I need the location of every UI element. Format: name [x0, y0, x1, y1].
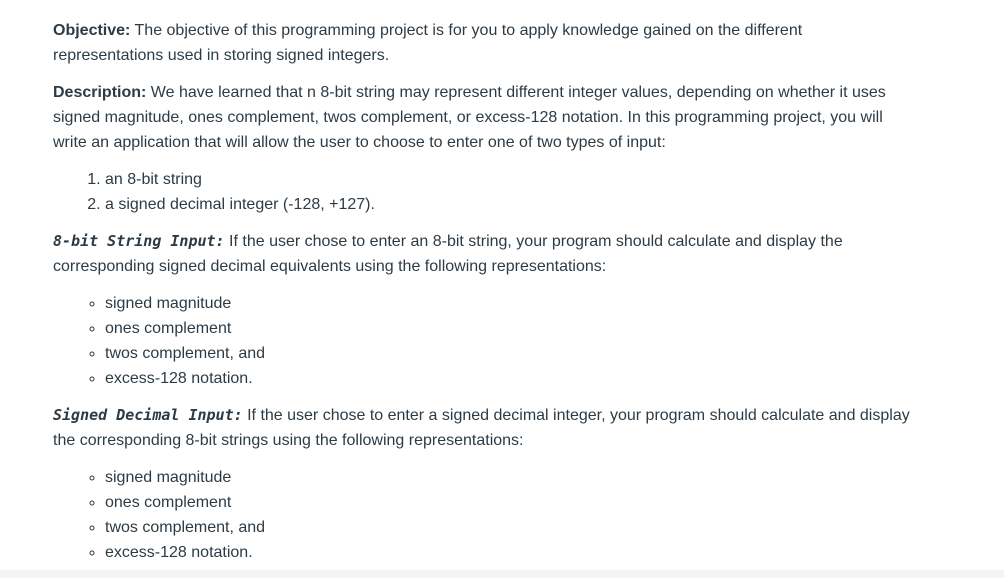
string-input-label: 8-bit String Input:: [53, 232, 225, 250]
list-item: ◦ excess-128 notation.: [105, 366, 913, 391]
list-item: 2. a signed decimal integer (-128, +127).: [105, 192, 913, 217]
description-paragraph: [53, 80, 913, 155]
decimal-input-list: [53, 465, 913, 565]
list-item: ◦ signed magnitude: [105, 291, 913, 316]
string-input-list: [53, 291, 913, 391]
objective-paragraph: [53, 18, 913, 68]
string-input-text: If the user chose to enter an 8-bit string, your program should calculate and display the corresponding signed decimal equivalents using the following representations:: [53, 233, 843, 275]
list-item: ◦ ones complement: [105, 316, 913, 341]
list-item: ◦ ones complement: [105, 490, 913, 515]
list-item: ◦ signed magnitude: [105, 465, 913, 490]
decimal-input-text: If the user chose to enter a signed decimal integer, your program should calculate and display the corresponding 8-bit strings using the following representations:: [53, 407, 910, 449]
list-item: ◦ twos complement, and: [105, 341, 913, 366]
string-input-paragraph: [53, 229, 913, 279]
objective-label: Objective:: [53, 22, 131, 39]
description-text: We have learned that n 8-bit string may represent different integer values, depending on whether it uses signed magnitude, ones complement, twos complement, or excess-128 notation. In this programming project, you will write an application that will allow the user to choose to enter one of two types of input:: [53, 84, 886, 151]
assignment-content: [53, 18, 913, 577]
list-item: ◦ twos complement, and: [105, 515, 913, 540]
objective-text: The objective of this programming project is for you to apply knowledge gained on the different representations used in storing signed integers.: [53, 22, 803, 64]
description-label: Description:: [53, 84, 147, 101]
list-item: 1. an 8-bit string: [105, 167, 913, 192]
decimal-input-paragraph: [53, 403, 913, 453]
list-item: ◦ excess-128 notation.: [105, 540, 913, 565]
decimal-input-label: Signed Decimal Input:: [53, 406, 243, 424]
input-types-list: [53, 167, 913, 217]
bottom-divider: [0, 570, 1004, 578]
